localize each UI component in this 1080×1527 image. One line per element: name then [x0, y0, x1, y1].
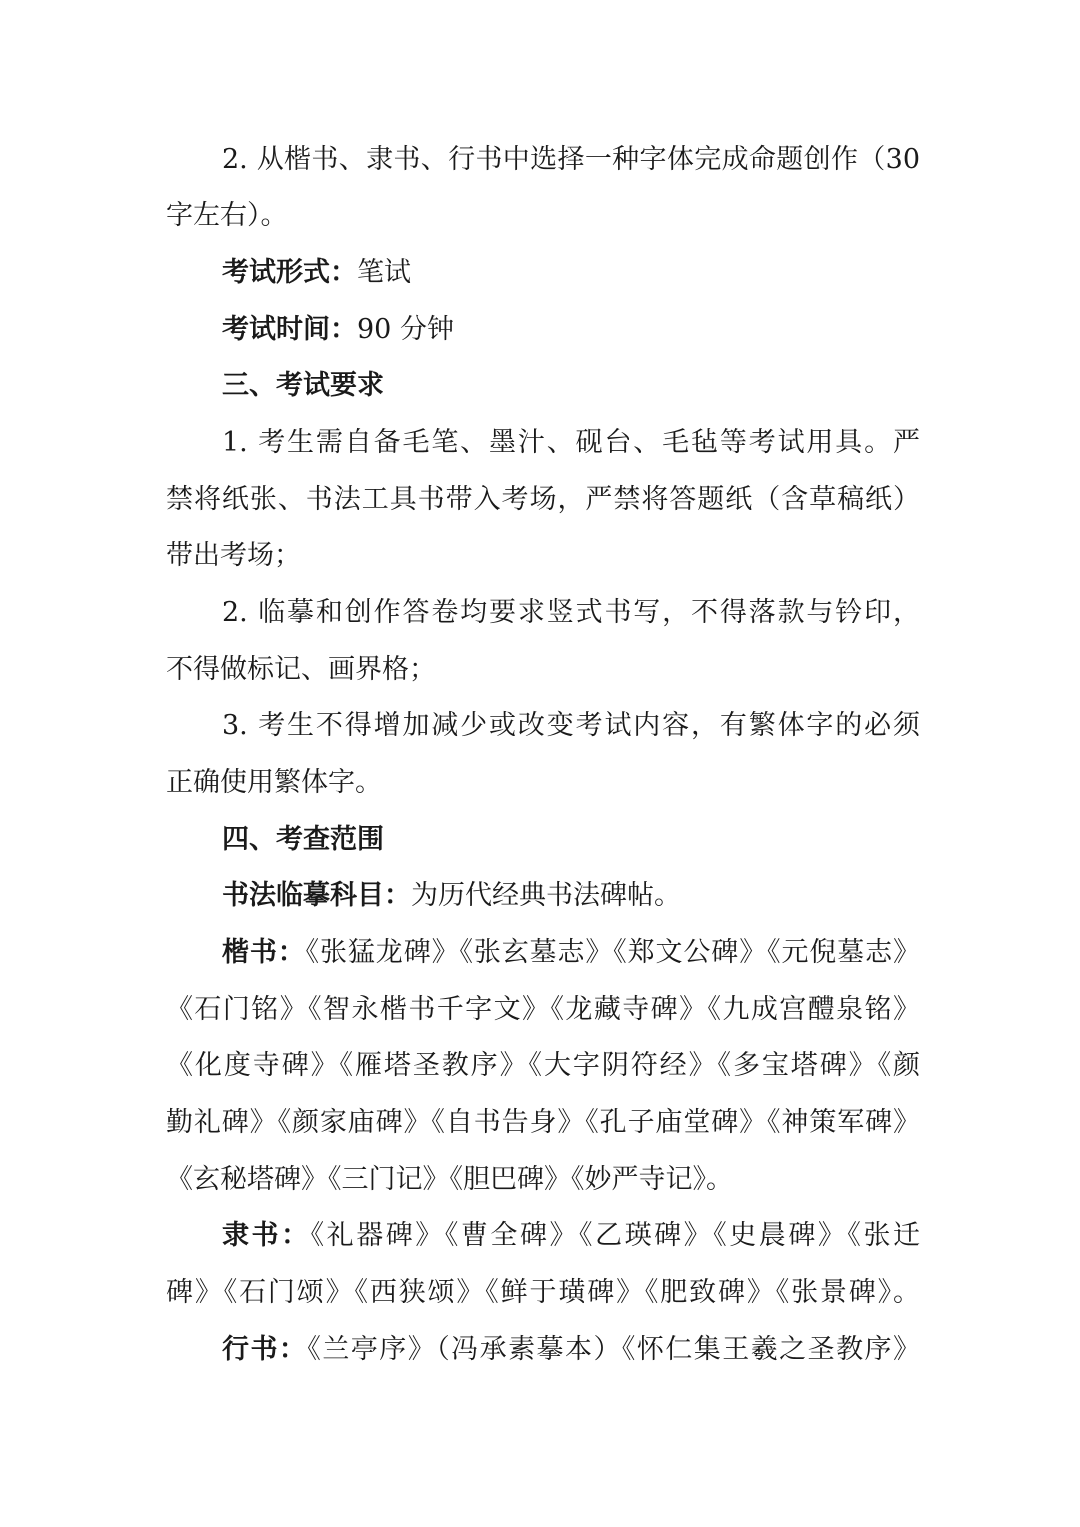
paragraph-line: 禁将纸张、书法工具书带入考场，严禁将答题纸（含草稿纸） [166, 484, 920, 515]
subject-label: 书法临摹科目： [222, 880, 411, 911]
lishu-text: 《礼器碑》《曹全碑》《乙瑛碑》《史晨碑》《张迁 [310, 1220, 920, 1251]
exam-time-line [222, 310, 920, 350]
kaishu-line: 《化度寺碑》《雁塔圣教序》《大字阴符经》《多宝塔碑》《颜 [166, 1050, 920, 1081]
lishu-line: 碑》《石门颂》《西狭颂》《鲜于璜碑》《肥致碑》《张景碑》。 [166, 1277, 920, 1308]
xingshu-line [222, 1330, 920, 1370]
paragraph-line: 2. 临摹和创作答卷均要求竖式书写，不得落款与钤印， [222, 597, 920, 628]
paragraph-line: 字左右）。 [166, 200, 288, 231]
kaishu-text: 《张猛龙碑》《张玄墓志》《郑文公碑》《元倪墓志》 [305, 937, 920, 968]
kaishu-line: 勤礼碑》《颜家庙碑》《自书告身》《孔子庙堂碑》《神策军碑》 [166, 1107, 920, 1138]
lishu-label: 隶书： [222, 1220, 311, 1251]
exam-time-value: 90 分钟 [357, 314, 454, 345]
subject-line [222, 876, 920, 916]
exam-form-label: 考试形式： [222, 257, 357, 288]
paragraph-line: 1. 考生需自备毛笔、墨汁、砚台、毛毡等考试用具。严 [222, 427, 920, 458]
section-heading-requirements: 三、考试要求 [222, 370, 384, 401]
kaishu-label: 楷书： [222, 937, 306, 968]
kaishu-line [222, 933, 920, 973]
exam-form-line [222, 253, 920, 293]
kaishu-line: 《玄秘塔碑》《三门记》《胆巴碑》《妙严寺记》。 [166, 1164, 733, 1195]
paragraph-line: 3. 考生不得增加减少或改变考试内容，有繁体字的必须 [222, 710, 920, 741]
subject-value: 为历代经典书法碑帖。 [411, 880, 681, 911]
section-heading-scope: 四、考查范围 [222, 824, 384, 855]
paragraph-line: 正确使用繁体字。 [166, 767, 382, 798]
kaishu-line: 《石门铭》《智永楷书千字文》《龙藏寺碑》《九成宫醴泉铭》 [166, 994, 920, 1025]
paragraph-line: 2. 从楷书、隶书、行书中选择一种字体完成命题创作（30 [222, 144, 920, 175]
exam-form-value: 笔试 [357, 257, 411, 288]
paragraph-line: 不得做标记、画界格； [166, 654, 436, 685]
lishu-line [222, 1216, 920, 1256]
xingshu-label: 行书： [222, 1334, 308, 1365]
paragraph-line: 带出考场； [166, 540, 301, 571]
xingshu-text: 《兰亭序》（冯承素摹本）《怀仁集王羲之圣教序》 [307, 1334, 920, 1365]
exam-time-label: 考试时间： [222, 314, 357, 345]
